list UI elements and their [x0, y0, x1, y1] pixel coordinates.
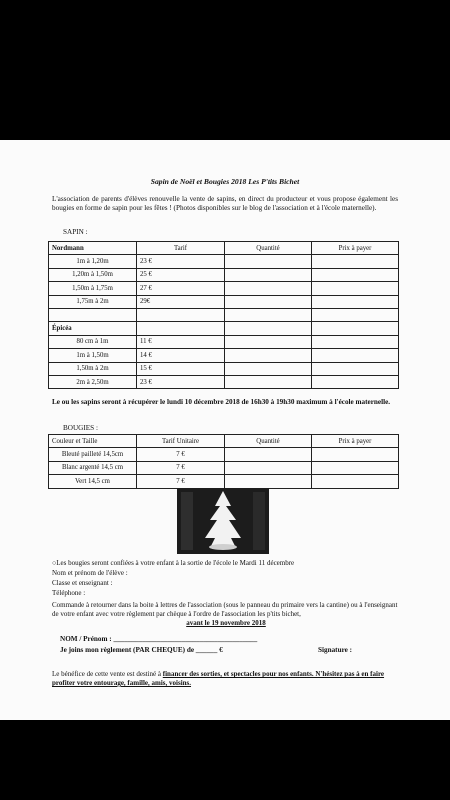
quantity-cell[interactable] — [225, 349, 312, 362]
size-cell: 80 cm à 1m — [49, 335, 137, 348]
size-cell: 1,50m à 2m — [49, 362, 137, 375]
table-row — [49, 255, 399, 268]
price-cell: 7 € — [137, 475, 225, 488]
empty-cell — [225, 322, 312, 335]
total-cell[interactable] — [312, 349, 399, 362]
empty-cell — [312, 308, 399, 321]
table-row — [49, 461, 399, 474]
document-title: Sapin de Noël et Bougies 2018 Les P'tits Bichet — [150, 177, 300, 186]
total-cell[interactable] — [312, 255, 399, 268]
commande-paragraph — [52, 601, 400, 628]
total-cell[interactable] — [312, 375, 399, 388]
empty-cell — [137, 322, 225, 335]
candle-name-cell: Vert 14,5 cm — [49, 475, 137, 488]
total-cell[interactable] — [312, 282, 399, 295]
table-row — [49, 362, 399, 375]
size-cell: 1,50m à 1,75m — [49, 282, 137, 295]
price-cell: 7 € — [137, 448, 225, 461]
table-header-cell: Prix à payer — [312, 242, 399, 255]
table-row — [49, 295, 399, 308]
table-row — [49, 268, 399, 281]
student-name-line[interactable]: Nom et prénom de l'élève : — [52, 569, 128, 577]
size-cell: 2m à 2,50m — [49, 375, 137, 388]
nom-prenom-field[interactable]: NOM / Prénom : ________________________________________ — [60, 635, 258, 643]
total-cell[interactable] — [312, 461, 399, 474]
price-cell: 11 € — [137, 335, 225, 348]
total-cell[interactable] — [312, 475, 399, 488]
quantity-cell[interactable] — [225, 448, 312, 461]
table-row — [49, 335, 399, 348]
quantity-cell[interactable] — [225, 255, 312, 268]
table-header-row — [49, 435, 399, 448]
footer-paragraph — [52, 670, 398, 688]
bougies-label: BOUGIES : — [63, 424, 98, 432]
candle-photo — [177, 488, 269, 554]
total-cell[interactable] — [312, 268, 399, 281]
table-row — [49, 448, 399, 461]
table-header-cell: Quantité — [225, 242, 312, 255]
signature-field[interactable]: Signature : — [318, 646, 353, 654]
quantity-cell[interactable] — [225, 475, 312, 488]
table-row — [49, 375, 399, 388]
phone-line[interactable]: Téléphone : — [52, 589, 86, 597]
price-cell: 7 € — [137, 461, 225, 474]
intro-paragraph: L'association de parents d'élèves renouvelle la vente de sapins, en direct du producteur et vous propose également les bougies en forme de sapin pour les fêtes ! (Photos disponibles sur le blog de l'association et à l'école maternelle). — [52, 195, 398, 212]
total-cell[interactable] — [312, 335, 399, 348]
price-cell: 25 € — [137, 268, 225, 281]
table-header-cell: Tarif Unitaire — [137, 435, 225, 448]
table-row — [49, 349, 399, 362]
table-header-cell: Prix à payer — [312, 435, 399, 448]
quantity-cell[interactable] — [225, 282, 312, 295]
table-header-cell: Couleur et Taille — [49, 435, 137, 448]
bougies-table — [48, 434, 399, 489]
tree-candle-icon — [177, 488, 269, 554]
table-row — [49, 475, 399, 488]
size-cell: 1m à 1,20m — [49, 255, 137, 268]
price-cell: 23 € — [137, 255, 225, 268]
table-header-cell: Quantité — [225, 435, 312, 448]
table-header-cell: Tarif — [137, 242, 225, 255]
footer-emphasis: financer des sorties, et spectacles pour nos enfants. N'hésitez pas à en faire profiter votre entourage, famille, amis, voisins. — [52, 670, 385, 687]
quantity-cell[interactable] — [225, 295, 312, 308]
total-cell[interactable] — [312, 448, 399, 461]
quantity-cell[interactable] — [225, 375, 312, 388]
quantity-cell[interactable] — [225, 268, 312, 281]
empty-cell — [137, 308, 225, 321]
sapin-label: SAPIN : — [63, 228, 88, 236]
quantity-cell[interactable] — [225, 335, 312, 348]
table-cell: Nordmann — [49, 242, 137, 255]
table-row — [49, 322, 399, 335]
size-cell: 1,20m à 1,50m — [49, 268, 137, 281]
table-row — [49, 308, 399, 321]
table-row — [49, 282, 399, 295]
price-cell: 29€ — [137, 295, 225, 308]
total-cell[interactable] — [312, 295, 399, 308]
table-header-row — [49, 242, 399, 255]
empty-cell — [225, 308, 312, 321]
class-teacher-line[interactable]: Classe et enseignant : — [52, 579, 113, 587]
total-cell[interactable] — [312, 362, 399, 375]
size-cell: 1m à 1,50m — [49, 349, 137, 362]
empty-cell — [312, 322, 399, 335]
price-cell: 15 € — [137, 362, 225, 375]
commande-text: Commande à retourner dans la boite à lettres de l'association (sous le panneau du primaire vers la cantine) ou à l'enseignant de votre enfant avec votre règlement par chèque à l'ordre de l'association les p'tits bichet, — [52, 601, 398, 618]
price-cell: 27 € — [137, 282, 225, 295]
size-cell: 1,75m à 2m — [49, 295, 137, 308]
empty-cell — [49, 308, 137, 321]
deadline: avant le 19 novembre 2018 — [186, 619, 266, 627]
table-cell: Épicéa — [49, 322, 137, 335]
document-page — [0, 140, 450, 720]
pickup-notice: Le ou les sapins seront à récupérer le lundi 10 décembre 2018 de 16h30 à 19h30 maximum à l'école maternelle. — [52, 398, 391, 406]
quantity-cell[interactable] — [225, 461, 312, 474]
quantity-cell[interactable] — [225, 362, 312, 375]
candle-name-cell: Blanc argenté 14,5 cm — [49, 461, 137, 474]
footer-text: Le bénéfice de cette vente est destiné à — [52, 670, 163, 678]
sapin-table — [48, 241, 399, 389]
reglement-field[interactable]: Je joins mon règlement (PAR CHEQUE) de ______ € — [60, 646, 223, 654]
price-cell: 23 € — [137, 375, 225, 388]
bougies-notice: ○Les bougies seront confiées à votre enfant à la sortie de l'école le Mardi 11 décembre — [52, 559, 295, 567]
candle-name-cell: Bleuté pailleté 14,5cm — [49, 448, 137, 461]
price-cell: 14 € — [137, 349, 225, 362]
